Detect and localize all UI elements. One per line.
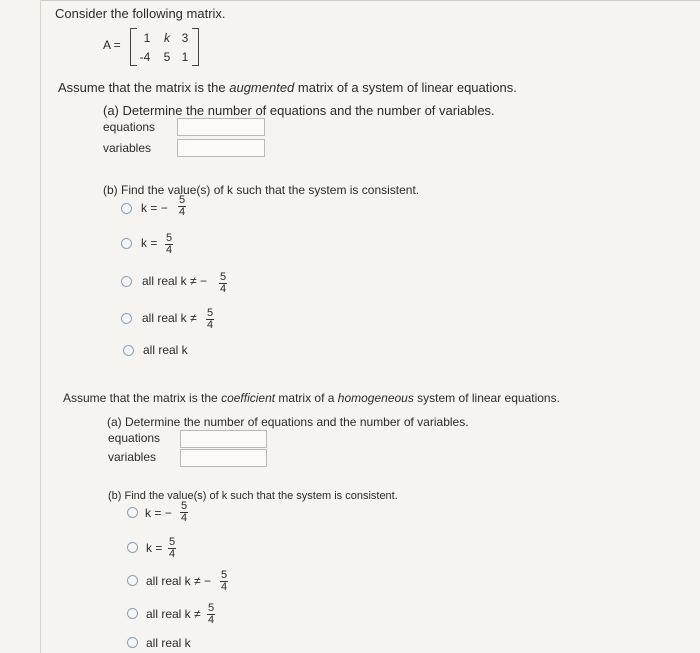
fraction-5-4: $\frac{5}{4}$ <box>179 194 186 218</box>
p1-option-all-real-label: all real k <box>143 343 188 357</box>
top-rule <box>40 0 700 1</box>
part2-variables-label: variables <box>108 450 157 464</box>
p1-option-neq-pos-radio[interactable] <box>121 313 132 324</box>
fraction-5-4: $\frac{5}{4}$ <box>207 307 214 331</box>
part2-equations-label: equations <box>108 431 161 445</box>
part1-equations-input[interactable] <box>177 118 265 136</box>
p2-option-neq-pos-label: all real k ≠ <box>146 607 201 621</box>
left-margin-line <box>40 0 41 653</box>
fraction-5-4: $\frac{5}{4}$ <box>169 536 176 560</box>
p1-option-neq-pos-label: all real k ≠ <box>142 311 197 325</box>
part2-variables-input[interactable] <box>180 449 267 467</box>
matrix-label: A = <box>103 38 121 52</box>
matrix-cell: k <box>164 31 170 45</box>
part1-variables-input[interactable] <box>177 139 265 157</box>
p1-option-k-pos-radio[interactable] <box>121 238 132 249</box>
p2-option-k-neg-radio[interactable] <box>127 507 138 518</box>
matrix-right-bracket <box>192 28 199 66</box>
matrix-cell: 1 <box>181 50 189 64</box>
part2-question-b: (b) Find the value(s) of k such that the system is consistent. <box>108 490 398 502</box>
p2-option-k-pos-label: k = <box>146 541 163 555</box>
fraction-5-4: $\frac{5}{4}$ <box>208 602 215 626</box>
p2-option-all-real-radio[interactable] <box>127 637 138 648</box>
matrix-cell: -4 <box>139 50 151 64</box>
p1-option-neq-neg-label: all real k ≠ − <box>142 274 207 288</box>
p2-option-k-neg-label: k = − <box>145 506 172 520</box>
part2-assume-text: Assume that the matrix is the coefficient matrix of a homogeneous system of linear equations. <box>63 391 560 405</box>
p2-option-neq-neg-radio[interactable] <box>127 575 138 586</box>
matrix-cell: 3 <box>181 31 189 45</box>
fraction-5-4: $\frac{5}{4}$ <box>166 232 173 256</box>
p2-option-neq-neg-label: all real k ≠ − <box>146 574 211 588</box>
intro-text: Consider the following matrix. <box>55 6 226 21</box>
p1-option-neq-neg-radio[interactable] <box>121 276 132 287</box>
p1-option-k-neg-radio[interactable] <box>121 203 132 214</box>
part1-assume-text: Assume that the matrix is the augmented matrix of a system of linear equations. <box>58 80 517 95</box>
part2-equations-input[interactable] <box>180 430 267 448</box>
matrix-cell: 1 <box>143 31 151 45</box>
fraction-5-4: $\frac{5}{4}$ <box>181 500 188 524</box>
fraction-5-4: $\frac{5}{4}$ <box>220 271 227 295</box>
p2-option-neq-pos-radio[interactable] <box>127 608 138 619</box>
p1-option-all-real-radio[interactable] <box>123 345 134 356</box>
part1-equations-label: equations <box>103 120 156 134</box>
p2-option-all-real-label: all real k <box>146 636 191 650</box>
part1-variables-label: variables <box>103 141 152 155</box>
fraction-5-4: $\frac{5}{4}$ <box>221 569 228 593</box>
p2-option-k-pos-radio[interactable] <box>127 542 138 553</box>
part1-question-b: (b) Find the value(s) of k such that the system is consistent. <box>103 183 420 197</box>
p1-option-k-pos-label: k = <box>141 236 158 250</box>
part2-question-a: (a) Determine the number of equations and the number of variables. <box>107 415 469 429</box>
matrix-cell: 5 <box>163 50 171 64</box>
p1-option-k-neg-label: k = − <box>141 201 168 215</box>
part1-question-a: (a) Determine the number of equations and the number of variables. <box>103 103 495 118</box>
